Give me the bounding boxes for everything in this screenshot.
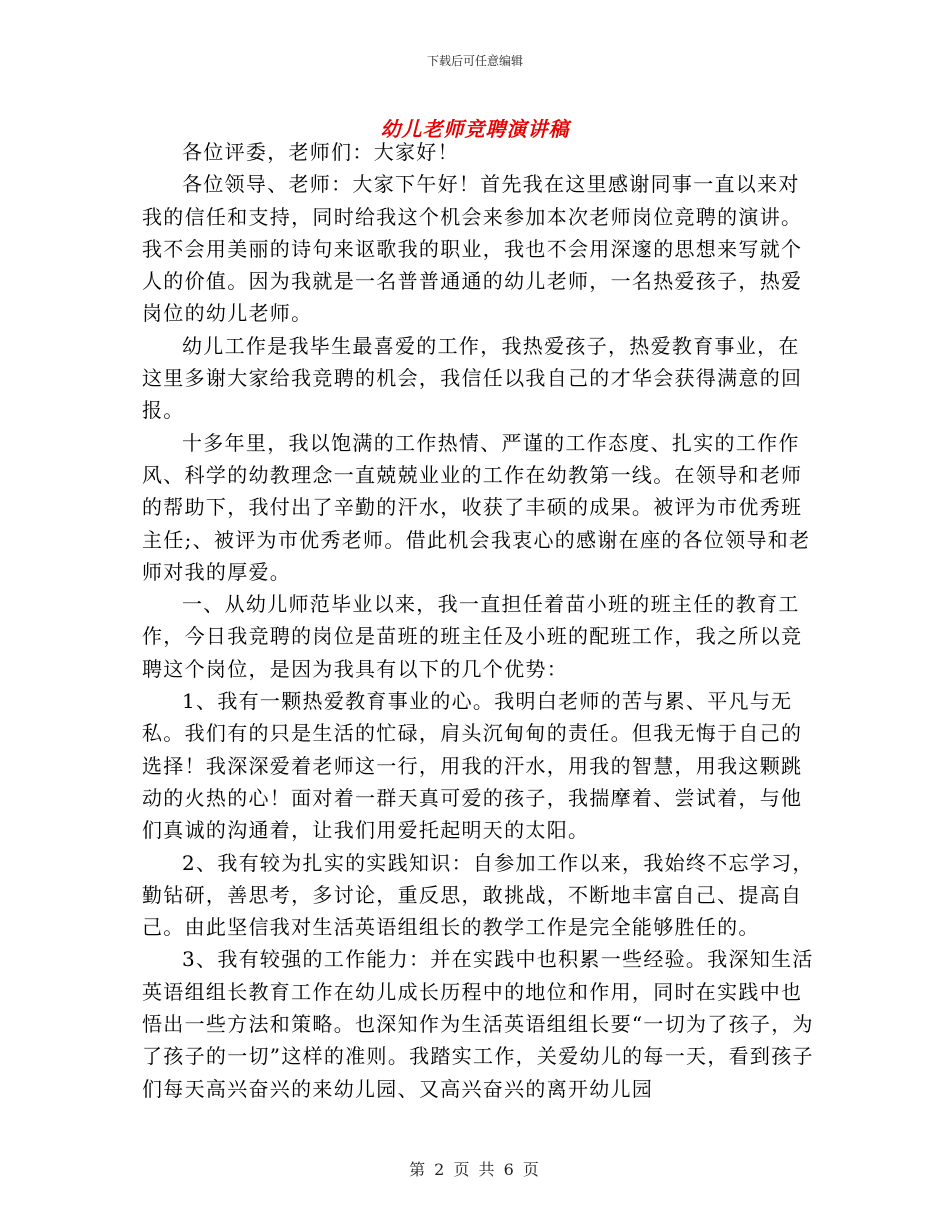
page-number: 第 2 页 共 6 页 bbox=[409, 1160, 541, 1179]
header-note: 下载后可任意编辑 bbox=[426, 54, 523, 68]
paragraph-intro: 各位领导、老师：大家下午好！首先我在这里感谢同事一直以来对我的信任和支持，同时给我这个机会来参加本次老师岗位竞聘的演讲。我不会用美丽的诗句来讴歌我的职业，我也不会用深邃的思想来写就个人的价值。因为我就是一名普普通通的幼儿老师，一名热爱孩子，热爱岗位的幼儿老师。 bbox=[142, 172, 803, 326]
paragraph-experience: 十多年里，我以饱满的工作热情、严谨的工作态度、扎实的工作作风、科学的幼教理念一直兢兢业业的工作在幼教第一线。在领导和老师的帮助下，我付出了辛勤的汗水，收获了丰硕的成果。被评为市优秀班主任;、被评为市优秀老师。借此机会我衷心的感谢在座的各位领导和老师对我的厚爱。 bbox=[142, 430, 811, 584]
paragraph-advantage-1: 1、我有一颗热爱教育事业的心。我明白老师的苦与累、平凡与无私。我们有的只是生活的忙碌，肩头沉甸甸的责任。但我无悔于自己的选择！我深深爱着老师这一行，用我的汗水，用我的智慧，用我这颗跳动的火热的心！面对着一群天真可爱的孩子，我揣摩着、尝试着，与他们真诚的沟通着，让我们用爱托起明天的太阳。 bbox=[142, 689, 803, 843]
paragraph-advantage-2: 2、我有较为扎实的实践知识：自参加工作以来，我始终不忘学习，勤钻研，善思考，多讨论，重反思，敢挑战，不断地丰富自己、提高自己。由此坚信我对生活英语组组长的教学工作是完全能够胜任的。 bbox=[142, 850, 814, 940]
document-title: 幼儿老师竞聘演讲稿 bbox=[380, 117, 570, 141]
paragraph-greeting: 各位评委，老师们：大家好！ bbox=[182, 140, 459, 164]
paragraph-advantage-3: 3、我有较强的工作能力：并在实践中也积累一些经验。我深知生活英语组组长教育工作在幼儿成长历程中的地位和作用，同时在实践中也悟出一些方法和策略。也深知作为生活英语组组长要“一切为了孩子，为了孩子的一切”这样的准则。我踏实工作，关爱幼儿的每一天，看到孩子们每天高兴奋兴的来幼儿园、又高兴奋兴的离开幼儿园 bbox=[142, 947, 814, 1101]
paragraph-love-work: 幼儿工作是我毕生最喜爱的工作，我热爱孩子，热爱教育事业，在这里多谢大家给我竞聘的机会，我信任以我自己的才华会获得满意的回报。 bbox=[142, 333, 803, 423]
document-body bbox=[142, 136, 817, 1105]
paragraph-position: 一、从幼儿师范毕业以来，我一直担任着苗小班的班主任的教育工作，今日我竞聘的岗位是苗班的班主任及小班的配班工作，我之所以竞聘这个岗位，是因为我具有以下的几个优势： bbox=[142, 592, 803, 681]
